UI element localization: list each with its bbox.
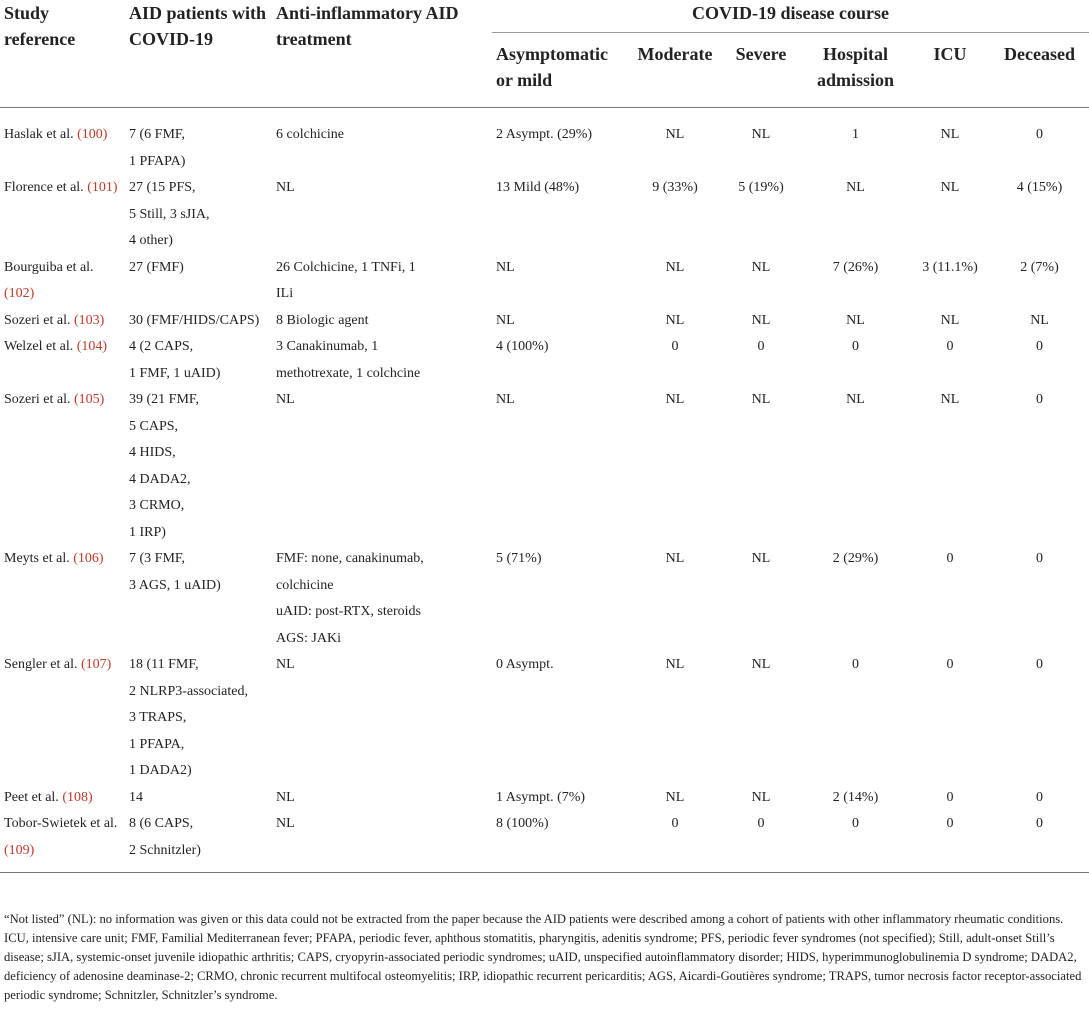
patients-line: 8 (6 CAPS, xyxy=(129,816,194,831)
cell-hospital: 2 (14%) xyxy=(832,789,879,805)
cell-treatment xyxy=(272,175,492,255)
cell-study xyxy=(0,652,125,785)
treatment-line: 26 Colchicine, 1 TNFi, 1 xyxy=(276,259,416,275)
cell-mild: NL xyxy=(496,259,515,275)
cell-icu: NL xyxy=(940,392,960,407)
table-row xyxy=(0,387,1089,546)
cell-moderate: 0 xyxy=(629,811,721,873)
cell-deceased: 2 (7%) xyxy=(1020,259,1059,275)
cell-moderate: NL xyxy=(665,312,685,328)
patients-line: 1 DADA2) xyxy=(129,763,192,778)
treatment-line: NL xyxy=(276,180,295,195)
study-name: Florence et al. xyxy=(4,180,84,195)
cell-treatment xyxy=(272,652,492,785)
patients-line: 5 CAPS, xyxy=(129,418,179,434)
treatment-line: NL xyxy=(276,789,295,805)
patients-line: 14 xyxy=(129,789,143,805)
subheader-severe: Severe xyxy=(721,33,801,108)
treatment-line: FMF: none, canakinumab, xyxy=(276,551,424,566)
cell-study xyxy=(0,255,125,308)
cell-moderate: 0 xyxy=(671,339,679,354)
cell-moderate: NL xyxy=(665,392,685,407)
patients-line: 3 AGS, 1 uAID) xyxy=(129,577,221,593)
treatment-line: ILi xyxy=(276,286,294,301)
treatment-line: NL xyxy=(276,392,295,407)
cell-patients xyxy=(125,387,272,546)
cell-icu: NL xyxy=(940,127,960,142)
cell-mild: 8 (100%) xyxy=(492,811,629,873)
cell-study xyxy=(0,334,125,387)
cell-treatment xyxy=(272,785,492,812)
cell-treatment xyxy=(272,387,492,546)
table-row xyxy=(0,811,1089,873)
reference-link[interactable]: (106) xyxy=(73,551,104,566)
cell-mild: 0 Asympt. xyxy=(496,657,554,672)
cell-hospital: 1 xyxy=(852,127,859,142)
study-name: Sengler et al. xyxy=(4,657,78,672)
reference-link[interactable]: (109) xyxy=(4,842,35,858)
reference-link[interactable]: (103) xyxy=(73,312,105,328)
study-name: Sozeri et al. xyxy=(4,392,71,407)
cell-patients xyxy=(125,652,272,785)
cell-treatment xyxy=(272,255,492,308)
cell-mild: 13 Mild (48%) xyxy=(496,180,580,195)
treatment-line: uAID: post-RTX, steroids xyxy=(276,604,421,619)
patients-line: 27 (15 PFS, xyxy=(129,180,196,195)
table-row xyxy=(0,308,1089,335)
table-row xyxy=(0,652,1089,785)
cell-deceased: 0 xyxy=(1036,789,1044,805)
cell-severe: NL xyxy=(751,657,771,672)
cell-hospital: NL xyxy=(846,392,865,407)
cell-treatment xyxy=(272,334,492,387)
study-name: Tobor-Swietek et al. xyxy=(4,816,118,831)
header-patients: AID patients with COVID-19 xyxy=(125,0,272,108)
cell-hospital: 7 (26%) xyxy=(832,259,879,275)
study-name: Meyts et al. xyxy=(4,551,70,566)
patients-line: 30 (FMF/HIDS/CAPS) xyxy=(129,312,260,328)
patients-line: 7 (6 FMF, xyxy=(129,127,186,142)
patients-line: 1 PFAPA) xyxy=(129,153,186,169)
patients-line: 1 FMF, 1 uAID) xyxy=(129,365,221,381)
cell-severe: NL xyxy=(751,392,771,407)
cell-deceased: 0 xyxy=(1036,339,1044,354)
cell-moderate: NL xyxy=(665,657,685,672)
treatment-line: 3 Canakinumab, 1 xyxy=(276,339,379,354)
cell-deceased: 0 xyxy=(990,811,1089,873)
patients-line: 4 other) xyxy=(129,233,173,248)
cell-treatment xyxy=(272,811,492,873)
cell-study xyxy=(0,175,125,255)
patients-line: 5 Still, 3 sJIA, xyxy=(129,206,210,222)
subheader-icu: ICU xyxy=(910,33,990,108)
subheader-hospital-admission: Hospital admission xyxy=(801,33,910,108)
subheader-moderate: Moderate xyxy=(629,33,721,108)
cell-hospital: 0 xyxy=(852,339,859,354)
cell-study xyxy=(0,546,125,652)
cell-severe: 0 xyxy=(757,339,765,354)
patients-line: 3 CRMO, xyxy=(129,498,185,513)
cell-moderate: 9 (33%) xyxy=(652,180,698,195)
reference-link[interactable]: (104) xyxy=(76,339,108,354)
reference-link[interactable]: (105) xyxy=(73,392,105,407)
cell-icu: 0 xyxy=(946,551,954,566)
cell-mild: NL xyxy=(496,392,515,407)
cell-mild: NL xyxy=(496,312,515,328)
treatment-line: 6 colchicine xyxy=(276,127,345,142)
cell-patients xyxy=(125,308,272,335)
cell-mild: 1 Asympt. (7%) xyxy=(496,789,586,805)
patients-line: 2 Schnitzler) xyxy=(129,842,201,858)
patients-line: 7 (3 FMF, xyxy=(129,551,186,566)
patients-line: 1 PFAPA, xyxy=(129,736,185,752)
cell-severe: NL xyxy=(751,127,771,142)
treatment-line: colchicine xyxy=(276,577,334,593)
table-row xyxy=(0,546,1089,652)
study-name: Haslak et al. xyxy=(4,127,74,142)
cell-moderate: NL xyxy=(665,789,685,805)
cell-severe: NL xyxy=(751,789,771,805)
cell-patients xyxy=(125,108,272,176)
cell-patients xyxy=(125,785,272,812)
cell-study xyxy=(0,785,125,812)
reference-link[interactable]: (107) xyxy=(80,657,112,672)
treatment-line: NL xyxy=(276,657,295,672)
patients-line: 39 (21 FMF, xyxy=(129,392,200,407)
cell-moderate: NL xyxy=(665,551,685,566)
study-name: Sozeri et al. xyxy=(4,312,71,328)
header-study: Study reference xyxy=(0,0,125,108)
patients-line: 3 TRAPS, xyxy=(129,710,187,725)
cell-patients xyxy=(125,811,272,873)
cell-moderate: NL xyxy=(665,127,685,142)
cell-icu: 0 xyxy=(910,811,990,873)
treatment-line: 8 Biologic agent xyxy=(276,312,369,328)
cell-severe: NL xyxy=(751,259,771,275)
table-row xyxy=(0,108,1089,176)
reference-link[interactable]: (102) xyxy=(4,286,35,301)
cell-treatment xyxy=(272,308,492,335)
header-treatment: Anti-inflammatory AID treatment xyxy=(272,0,492,108)
treatment-line: AGS: JAKi xyxy=(276,630,341,646)
cell-severe: NL xyxy=(751,551,771,566)
cell-mild: 5 (71%) xyxy=(496,551,542,566)
cell-hospital: 0 xyxy=(852,657,859,672)
treatment-line: NL xyxy=(276,816,295,831)
cell-icu: NL xyxy=(940,180,960,195)
cell-icu: 0 xyxy=(946,657,954,672)
study-name: Peet et al. xyxy=(4,789,59,805)
table-row xyxy=(0,334,1089,387)
cell-deceased: 0 xyxy=(1036,127,1044,142)
cell-deceased: 0 xyxy=(1036,551,1044,566)
cell-study xyxy=(0,387,125,546)
cell-deceased: NL xyxy=(1030,312,1049,328)
patients-line: 2 NLRP3-associated, xyxy=(129,683,248,699)
reference-link[interactable]: (101) xyxy=(87,180,118,195)
patients-line: 4 DADA2, xyxy=(129,471,191,487)
header-course: COVID-19 disease course xyxy=(492,0,1089,33)
subheader-asymptomatic-or-mild: Asymptomatic or mild xyxy=(492,33,629,108)
patients-line: 4 (2 CAPS, xyxy=(129,339,194,354)
patients-line: 27 (FMF) xyxy=(129,259,184,275)
cell-severe: 0 xyxy=(721,811,801,873)
table-row xyxy=(0,255,1089,308)
cell-study xyxy=(0,811,125,873)
cell-hospital: NL xyxy=(846,180,865,195)
cell-study xyxy=(0,308,125,335)
treatment-line: methotrexate, 1 colchcine xyxy=(276,365,421,381)
table-row xyxy=(0,175,1089,255)
cell-severe: NL xyxy=(751,312,771,328)
cell-patients xyxy=(125,546,272,652)
cell-deceased: 4 (15%) xyxy=(1016,180,1063,195)
cell-icu: 0 xyxy=(946,339,954,354)
cell-patients xyxy=(125,334,272,387)
cell-severe: 5 (19%) xyxy=(738,180,784,195)
cell-deceased: 0 xyxy=(1036,392,1044,407)
study-name: Welzel et al. xyxy=(4,339,74,354)
cell-hospital: 2 (29%) xyxy=(832,551,879,566)
patients-line: 18 (11 FMF, xyxy=(129,657,199,672)
header-row-1 xyxy=(0,0,1089,33)
cell-patients xyxy=(125,175,272,255)
reference-link[interactable]: (100) xyxy=(77,127,108,142)
cell-study xyxy=(0,108,125,176)
cell-icu: NL xyxy=(940,312,960,328)
reference-link[interactable]: (108) xyxy=(62,789,93,805)
cell-patients xyxy=(125,255,272,308)
cell-mild: 2 Asympt. (29%) xyxy=(496,127,593,142)
study-name: Bourguiba et al. xyxy=(4,259,94,275)
cell-mild: 4 (100%) xyxy=(496,339,549,354)
table-footnote: “Not listed” (NL): no information was given or this data could not be extracted from the paper because the AID patients were described among a cohort of patients with other inflammatory rheumatic conditions. ICU, intensive care unit; FMF, Familial Mediterranean fever; PFAPA, periodic fever, aphthous stomatitis, pharyngitis, adenitis syndrome; PFS, periodic fever syndromes (not specified); Still, adult-onset Still’s disease; sJIA, systemic-onset juvenile idiopathic arthritis; CAPS, cryopyrin-associated periodic syndromes; uAID, unspecified autoinflammatory disorder; HIDS, hyperimmunoglobulinemia D syndrome; DADA2, deficiency of adenosine deaminase-2; CRMO, chronic recurrent multifocal osteomyelitis; IRP, idiopathic recurrent pericarditis; AGS, Aicardi-Goutières syndrome; TRAPS, tumor necrosis factor receptor-associated periodic syndrome; Schnitzler, Schnitzler’s syndrome. xyxy=(4,912,1082,1002)
patients-line: 1 IRP) xyxy=(129,524,166,540)
cell-hospital: 0 xyxy=(801,811,910,873)
cell-icu: 0 xyxy=(946,789,954,805)
cell-deceased: 0 xyxy=(1036,657,1044,672)
cell-treatment xyxy=(272,546,492,652)
subheader-deceased: Deceased xyxy=(990,33,1089,108)
cell-treatment xyxy=(272,108,492,176)
cell-moderate: NL xyxy=(665,259,685,275)
table-body xyxy=(0,108,1089,873)
table-row xyxy=(0,785,1089,812)
cell-icu: 3 (11.1%) xyxy=(922,259,978,275)
patients-line: 4 HIDS, xyxy=(129,445,176,460)
cell-hospital: NL xyxy=(846,312,865,328)
